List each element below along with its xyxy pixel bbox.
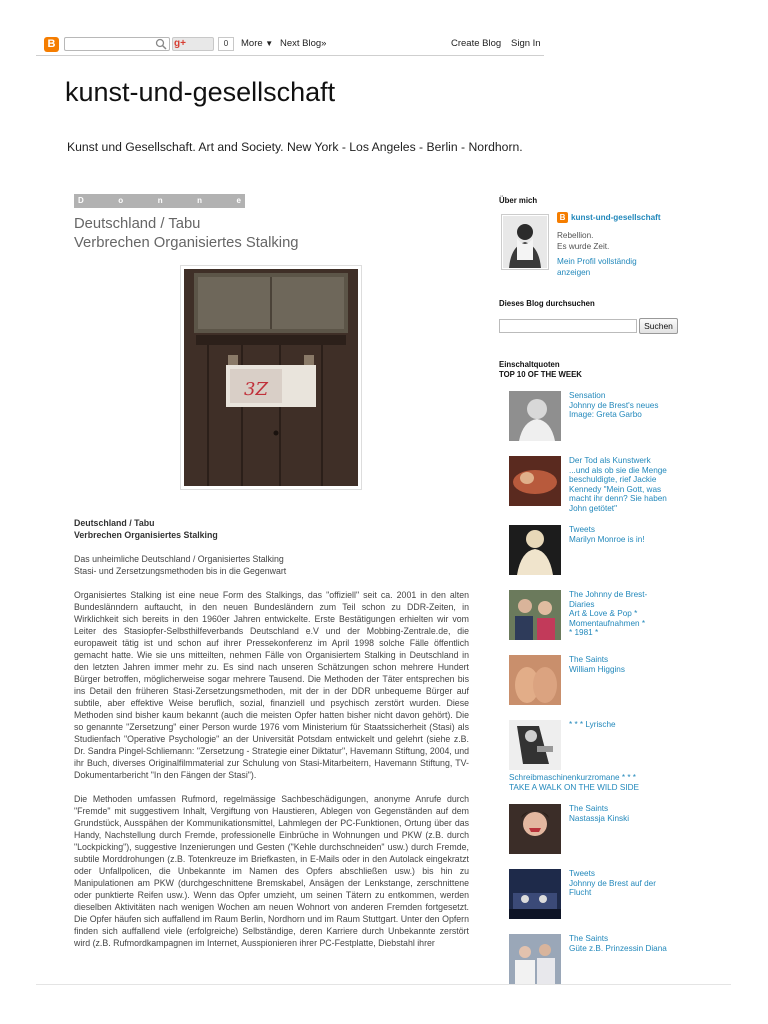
popular-line: ...und als ob sie die Menge — [569, 465, 667, 475]
profile-description — [557, 231, 609, 252]
date-letter: e — [236, 196, 241, 205]
more-label: More — [241, 38, 263, 49]
popular-thumbnail-image — [509, 720, 561, 770]
create-blog-link[interactable]: Create Blog — [451, 38, 502, 49]
popular-line: John getötet" — [569, 503, 617, 513]
popular-line: Diaries — [569, 599, 595, 609]
post-image[interactable] — [180, 265, 362, 490]
date-letter: o — [118, 196, 124, 205]
popular-line: Sensation — [569, 391, 606, 400]
popular-heading-line: TOP 10 OF THE WEEK — [499, 369, 582, 379]
popular-line: The Saints — [569, 804, 609, 813]
popular-thumbnail-image — [509, 391, 561, 441]
popular-post-link-continued[interactable] — [509, 773, 689, 792]
popular-thumbnail-image — [509, 869, 561, 919]
popular-line: beschuldigte, rief Jackie — [569, 475, 657, 484]
popular-line: Nastassja Kinski — [569, 813, 630, 823]
search-heading: Dieses Blog durchsuchen — [499, 299, 595, 308]
popular-line: Johnny de Brest auf der — [569, 878, 656, 888]
profile-name-row[interactable] — [557, 212, 661, 223]
popular-line: Tweets — [569, 869, 595, 878]
popular-post-link[interactable] — [569, 456, 684, 513]
popular-line: Tweets — [569, 525, 595, 534]
blog-title[interactable]: kunst-und-gesellschaft — [65, 77, 336, 107]
google-plus-button[interactable] — [172, 37, 214, 51]
post-title-line: Deutschland / Tabu — [74, 216, 201, 232]
popular-post-link[interactable] — [569, 525, 684, 544]
popular-line: Der Tod als Kunstwerk — [569, 456, 651, 465]
blogger-logo-icon[interactable]: B — [44, 37, 59, 52]
post-paragraph: Die Methoden umfassen Rufmord, regelmässige Sachbeschädigungen, anonyme Anrufe durch "Fremde" mit suggestivem Inhalt, Vergiftung von Haustieren, Ablegen von Gegenständen auf dem Grundstück, Ausspähen der Kommunikationsmittel, Lahmlegen der PC-Funktionen, Ortung über das Handy, Nachstellung durch Fremde, professionelle Einbrüche in Wohnungen und PKW (z.B. durch "Lockpicking"), suggestive Inzenierungen und Gesten ("Kehle durchschneiden" usw.) durch Fremde, subtile Morddrohungen (z.B. Totenkreuze im Briefkasten, in E-Mails oder in den Autolack eingekratzt oder Unfallpolicen, die Unbekannte im Namen des Opfers abschließen usw.) bis hin zu Manipulationen am PKW (durchgeschnittene Bremskabel, Ansägen der Lenkstange, zerschnittene oder punktierte Reifen usw.). Wenn das Opfer umzieht, um seinen Tätern zu entkommen, werden dieselben Aktivitäten nach wenigen Wochen am neuen Wohnort von anderen Fremden fortgesetzt. Die Opfer häufen sich auffallend im Raum Berlin, Nordhorn und im Raum Stuttgart. Unter den Opfern finden sich auffallend viele (erfolgreiche) Selbständige, deren Karriere durch Unbekannte zerstört wird (z.B. Rufmordkampagnen im Internet, Ausspionieren ihrer PC-Festplatte, Diebstahl ihrer — [74, 794, 469, 948]
popular-line: Marilyn Monroe is in! — [569, 534, 645, 544]
profile-photo[interactable] — [501, 214, 549, 270]
popular-line: Art & Love & Pop * — [569, 609, 638, 618]
profile-photo-image — [503, 216, 547, 268]
popular-post-link[interactable] — [569, 590, 684, 638]
popular-heading-line: Einschaltquoten — [499, 360, 560, 369]
more-menu[interactable] — [241, 38, 273, 49]
date-letter: n — [197, 196, 202, 205]
popular-line: Momentaufnahmen * — [569, 618, 646, 628]
about-heading: Über mich — [499, 196, 538, 205]
popular-thumbnail-image — [509, 804, 561, 854]
popular-thumbnail-image — [509, 525, 561, 575]
popular-line: The Saints — [569, 655, 609, 664]
next-blog-link[interactable]: Next Blog» — [280, 38, 327, 49]
blog-description: Kunst und Gesellschaft. Art and Society. New York - Los Angeles - Berlin - Nordhorn. — [67, 140, 523, 154]
post-title-line: Verbrechen Organisiertes Stalking — [74, 235, 299, 251]
popular-line: Image: Greta Garbo — [569, 410, 642, 419]
blog-search-input[interactable] — [499, 319, 637, 333]
popular-thumbnail-image — [509, 655, 561, 705]
door-photo-image — [184, 269, 358, 486]
popular-line: The Johnny de Brest- — [569, 590, 648, 599]
post-body — [74, 517, 469, 961]
popular-post-link[interactable] — [569, 655, 684, 674]
profile-name-link[interactable]: kunst-und-gesellschaft — [571, 213, 661, 222]
plus-count: 0 — [218, 37, 234, 51]
profile-line: Rebellion. — [557, 231, 594, 240]
post-subtitle-line: Stasi- und Zersetzungsmethoden bis in die Gegenwart — [74, 566, 287, 576]
popular-post-link[interactable] — [569, 804, 684, 823]
post-heading-line: Deutschland / Tabu — [74, 518, 155, 528]
search-button[interactable]: Suchen — [639, 318, 678, 334]
sign-in-link[interactable]: Sign In — [511, 38, 541, 49]
date-letter: D — [78, 196, 84, 205]
dropdown-arrow-icon: ▼ — [265, 39, 274, 48]
post-subtitle-line: Das unheimliche Deutschland / Organisiertes Stalking — [74, 554, 284, 564]
popular-line: Flucht — [569, 888, 592, 897]
popular-heading — [499, 360, 582, 379]
popular-post-link[interactable] — [569, 869, 684, 898]
popular-post-link[interactable] — [569, 391, 684, 420]
popular-line: macht ihr denn? Sie haben — [569, 494, 667, 503]
popular-line: Johnny de Brest's neues — [569, 400, 659, 410]
blogger-navbar — [36, 32, 544, 56]
search-icon[interactable] — [154, 37, 168, 51]
popular-thumbnail-image — [509, 456, 561, 506]
popular-line: Schreibmaschinenkurzromane * * * — [509, 773, 636, 782]
popular-line: William Higgins — [569, 664, 625, 674]
popular-line: * * * Lyrische — [569, 720, 616, 729]
footer-divider — [36, 984, 731, 985]
google-plus-icon: g+ — [174, 38, 186, 49]
profile-line: Es wurde Zeit. — [557, 241, 610, 251]
svg-text:3Z: 3Z — [244, 379, 268, 400]
post-paragraph: Organisiertes Stalking ist eine neue Form des Stalkings, das "offiziell" seit ca. 2001 in den alten Bundeslänndern auftaucht, in den neuen Bundesländern zum Teil schon zu DDR-Zeiten, in Wirklichkeit sich bereits in den 1960er Jahren entwickelte. Erste Bestätigungen erhielten wir vom Leiter des Stasiopfer-Selbsthilfeverbands Deutschland e.V und der Mobbing-Zentrale.de, die europaweit tätig ist und schon auf ihrer Pressekonferenz im April 1998 solche Fälle öffentlich gemacht hatte. Wie sie uns mitteilten, nehmen Fälle von Organisiertem Stalking in Deutschland in den letzten Jahren immer mehr zu. Es sind nach unseren Schätzungen schon mehrere Hundert Bürger betroffen, möglicherweise sogar mehrere Tausend. Die Methoden der Täter entsprechen bis ins Detail den früheren Stasi-Zersetzungsmethoden, mit der in der DDR unbequeme Bürger auf subtile, aber effektive Weise beruflich, sozial, finanziell und psychisch zerstört wurden. Diese Methoden sind bisher kaum bekannt (auch die meisten Opfer hatten bisher nicht davon gehört). Die so genannte "Zersetzung" einer Person wurde 1976 vom Ministerium für Staatssicherheit (Stasi) als Studienfach "Operative Psychologie" an der Universität Potsdam entwickelt und gelehrt (siehe z.B. Dr. Sandra Pingel-Schliemann: "Zersetzung - Strategie einer Diktatur", Havemann Stiftung, 2004, und ihr Buch, diverses Originalfilmmaterial zur Schulung von Stasi-Mitarbeitern, Havemann Stiftung, TV-Dokumentarbericht "In den Fängen der Stasi"). — [74, 590, 469, 780]
blogger-profile-icon: B — [557, 212, 568, 223]
post-title[interactable] — [74, 215, 299, 253]
popular-post-link[interactable] — [569, 934, 684, 953]
popular-line: TAKE A WALK ON THE WILD SIDE — [509, 782, 639, 792]
popular-line: The Saints — [569, 934, 609, 943]
date-letter: n — [157, 196, 163, 205]
post-heading-line: Verbrechen Organisiertes Stalking — [74, 530, 218, 540]
popular-line: * 1981 * — [569, 628, 599, 637]
date-header — [74, 194, 245, 208]
popular-thumbnail-image — [509, 934, 561, 984]
popular-line: Kennedy "Mein Gott, was — [569, 484, 662, 494]
popular-thumbnail-image — [509, 590, 561, 640]
view-profile-link[interactable]: Mein Profil vollständig anzeigen — [557, 257, 637, 277]
popular-post-link[interactable] — [569, 720, 684, 730]
popular-line: Güte z.B. Prinzessin Diana — [569, 943, 667, 953]
